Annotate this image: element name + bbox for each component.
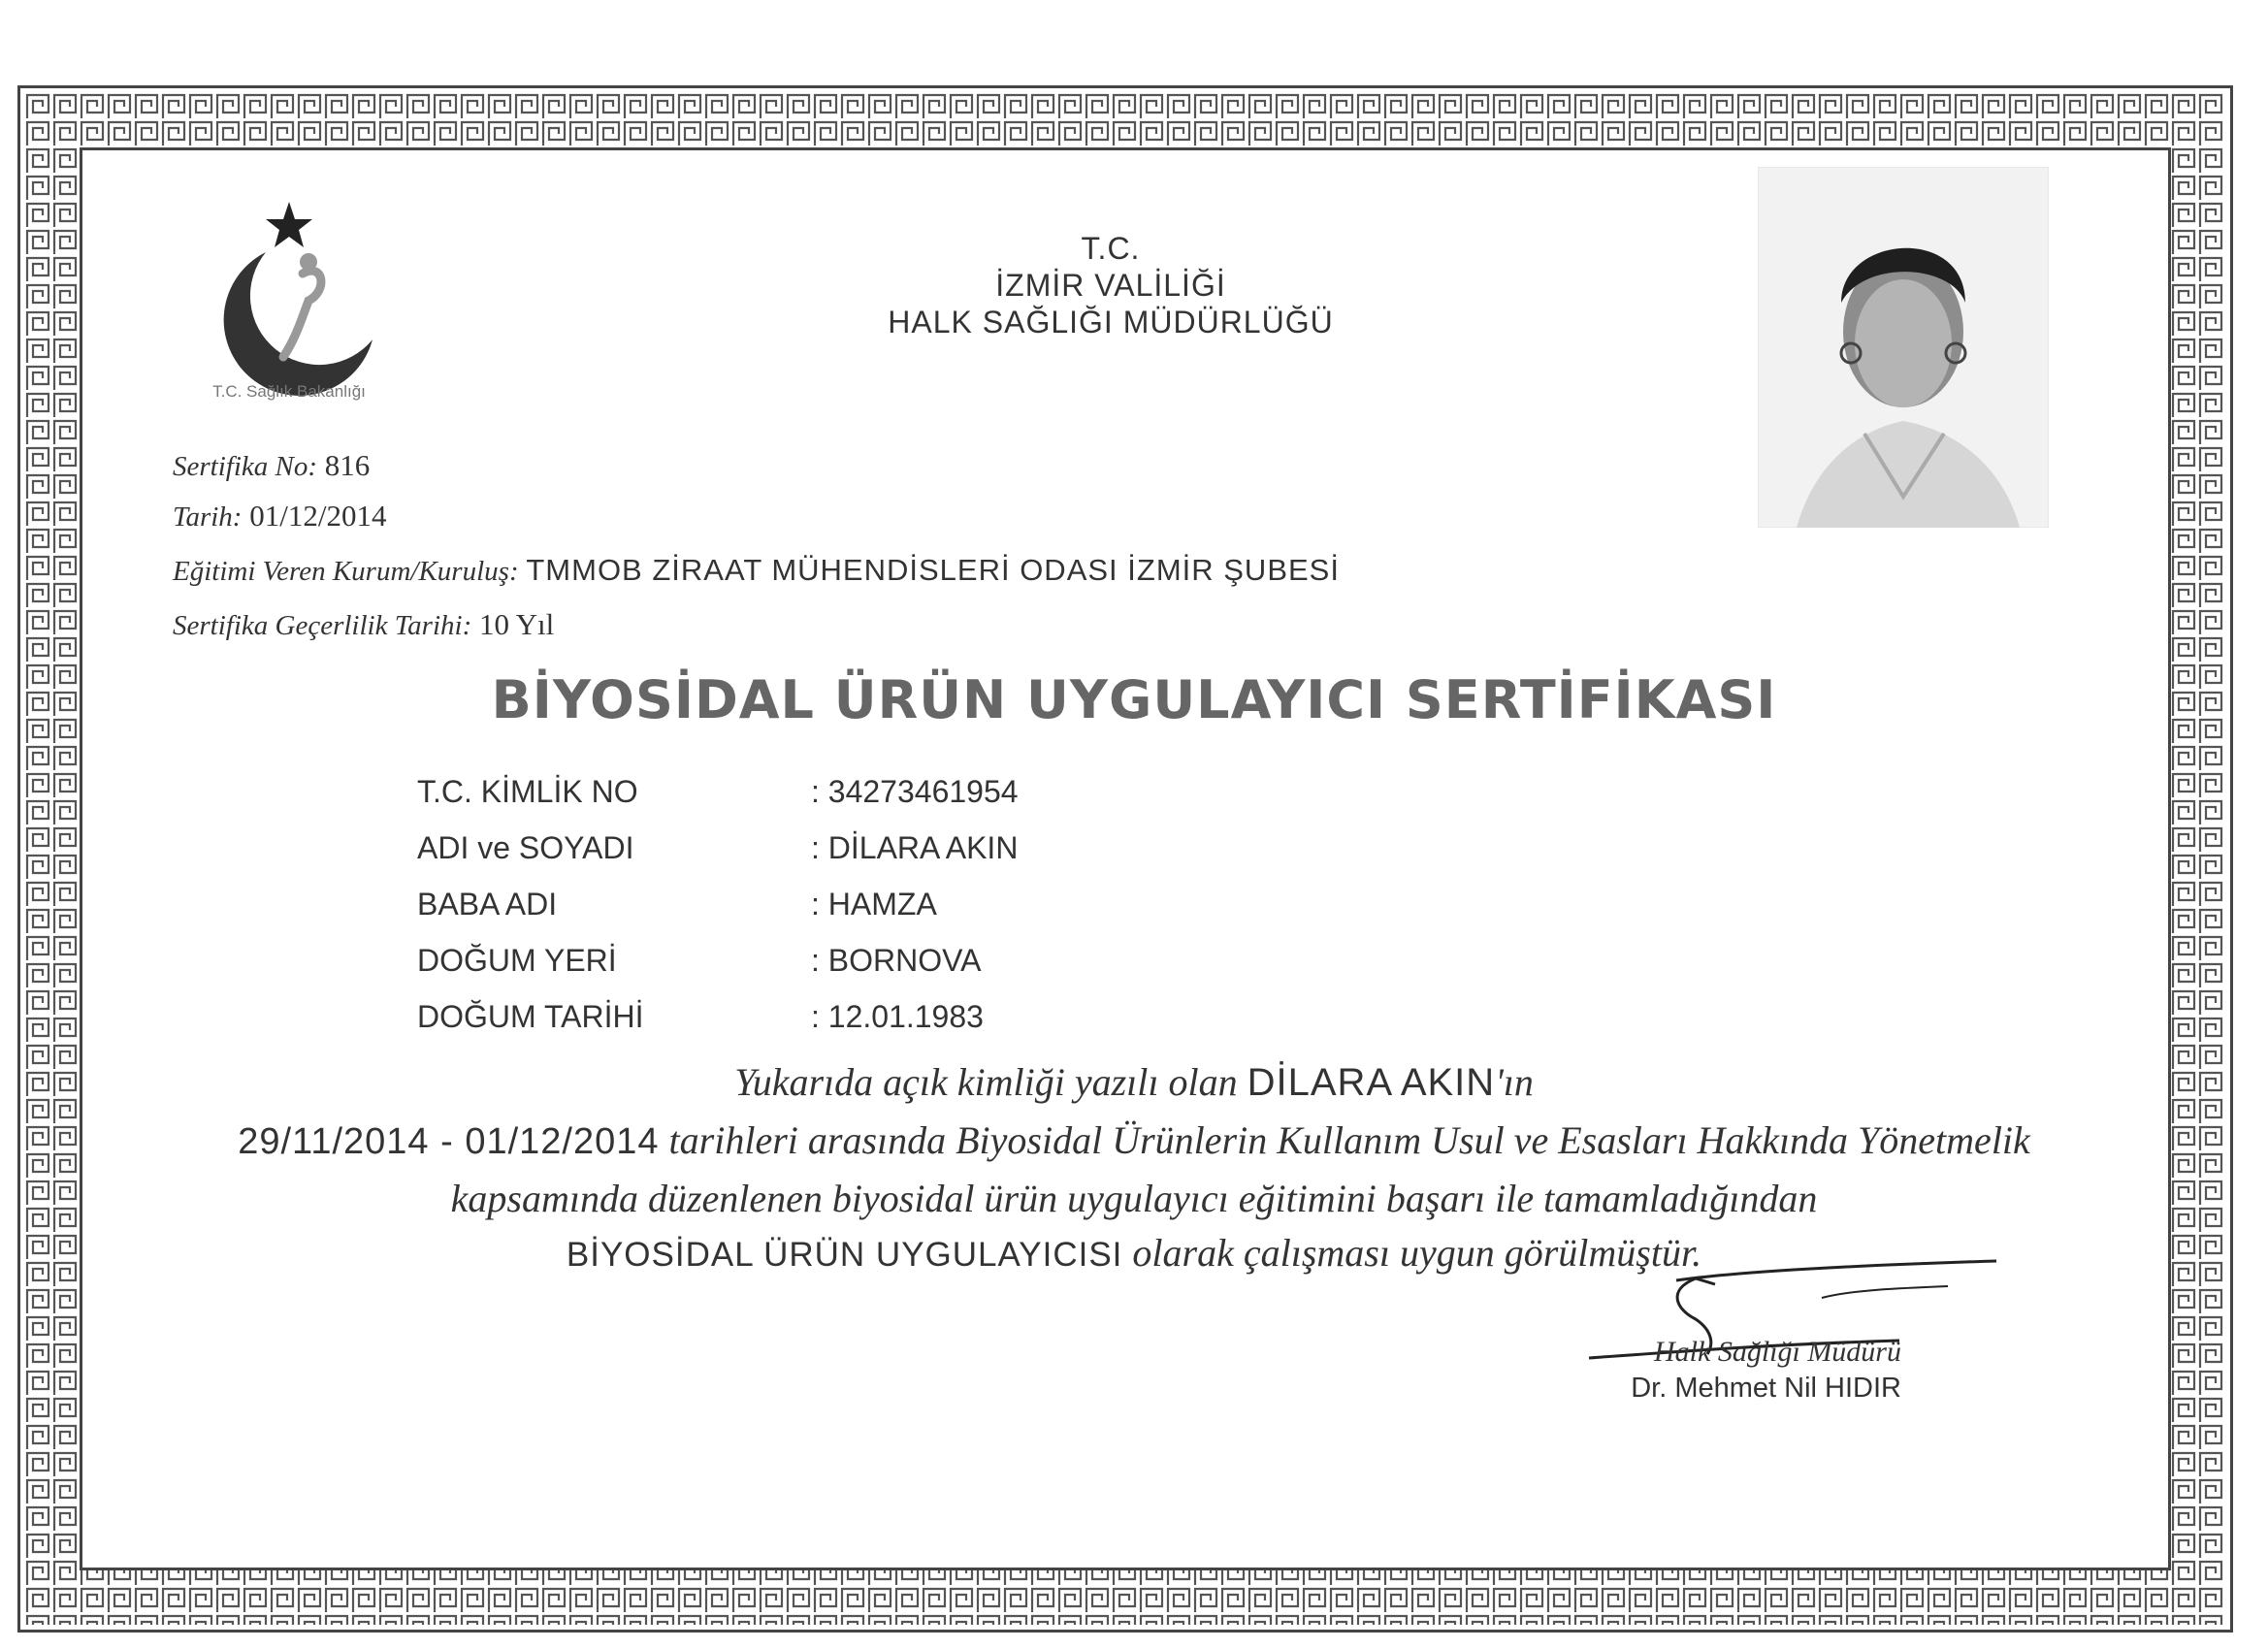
field-value-id-number: : 34273461954 bbox=[811, 774, 1019, 809]
field-label-id-number: T.C. KİMLİK NO bbox=[417, 774, 638, 809]
certificate-date bbox=[173, 499, 386, 534]
certificate-number-value: 816 bbox=[324, 448, 371, 482]
body-line-3 bbox=[0, 1176, 2268, 1221]
field-label-birth-place: DOĞUM YERİ bbox=[417, 943, 617, 978]
training-institution-label: Eğitimi Veren Kurum/Kuruluş: bbox=[173, 556, 519, 587]
holder-photo bbox=[1758, 167, 2049, 528]
certificate-date-value: 01/12/2014 bbox=[249, 499, 387, 533]
signatory-name: Dr. Mehmet Nil HIDIR bbox=[1631, 1373, 1901, 1404]
field-label-full-name: ADI ve SOYADI bbox=[417, 830, 634, 865]
certificate-date-label: Tarih: bbox=[173, 501, 243, 533]
field-label-father-name: BABA ADI bbox=[417, 887, 558, 922]
certificate-title: BİYOSİDAL ÜRÜN UYGULAYICI SERTİFİKASI bbox=[491, 669, 1777, 730]
field-value-birth-place: : BORNOVA bbox=[811, 943, 982, 978]
field-value-full-name: : DİLARA AKIN bbox=[811, 830, 1019, 865]
body-line-3-text: kapsamında düzenlenen biyosidal ürün uygulayıcı eğitimini başarı ile tamamladığından bbox=[450, 1177, 1818, 1220]
signatory-title: Halk Sağlığı Müdürü bbox=[1654, 1336, 1901, 1368]
ministry-logo-icon bbox=[208, 194, 402, 407]
field-value-father-name: : HAMZA bbox=[811, 887, 937, 922]
field-label-birth-date: DOĞUM TARİHİ bbox=[417, 999, 644, 1034]
body-line-4-text: olarak çalışması uygun görülmüştür. bbox=[1122, 1231, 1702, 1275]
certificate-number bbox=[173, 448, 370, 483]
body-line-1-name: DİLARA AKIN bbox=[1247, 1061, 1496, 1104]
validity-period bbox=[173, 607, 554, 642]
header-tc: T.C. bbox=[1081, 231, 1141, 266]
validity-period-label: Sertifika Geçerlilik Tarihi: bbox=[173, 610, 472, 641]
certificate-number-label: Sertifika No: bbox=[173, 451, 318, 482]
header-directorate: HALK SAĞLIĞI MÜDÜRLÜĞÜ bbox=[888, 305, 1334, 340]
body-line-1-suffix: 'ın bbox=[1495, 1060, 1534, 1104]
body-line-1 bbox=[0, 1059, 2268, 1105]
validity-period-value: 10 Yıl bbox=[478, 607, 555, 641]
body-line-4-caps: BİYOSİDAL ÜRÜN UYGULAYICISI bbox=[566, 1236, 1123, 1274]
body-line-2-text: tarihleri arasında Biyosidal Ürünlerin Kullanım Usul ve Esasları Hakkında Yönetmelik bbox=[659, 1118, 2030, 1162]
training-institution bbox=[173, 553, 1340, 588]
header-governorship: İZMİR VALİLİĞİ bbox=[995, 268, 1226, 303]
body-line-1-intro: Yukarıda açık kimliği yazılı olan bbox=[734, 1060, 1247, 1104]
body-line-2-dates: 29/11/2014 - 01/12/2014 bbox=[238, 1121, 660, 1162]
training-institution-value: TMMOB ZİRAAT MÜHENDİSLERİ ODASI İZMİR ŞUBESİ bbox=[526, 553, 1340, 587]
field-value-birth-date: : 12.01.1983 bbox=[811, 999, 984, 1034]
body-line-2 bbox=[0, 1117, 2268, 1163]
logo-caption: T.C. Sağlık Bakanlığı bbox=[212, 382, 366, 401]
